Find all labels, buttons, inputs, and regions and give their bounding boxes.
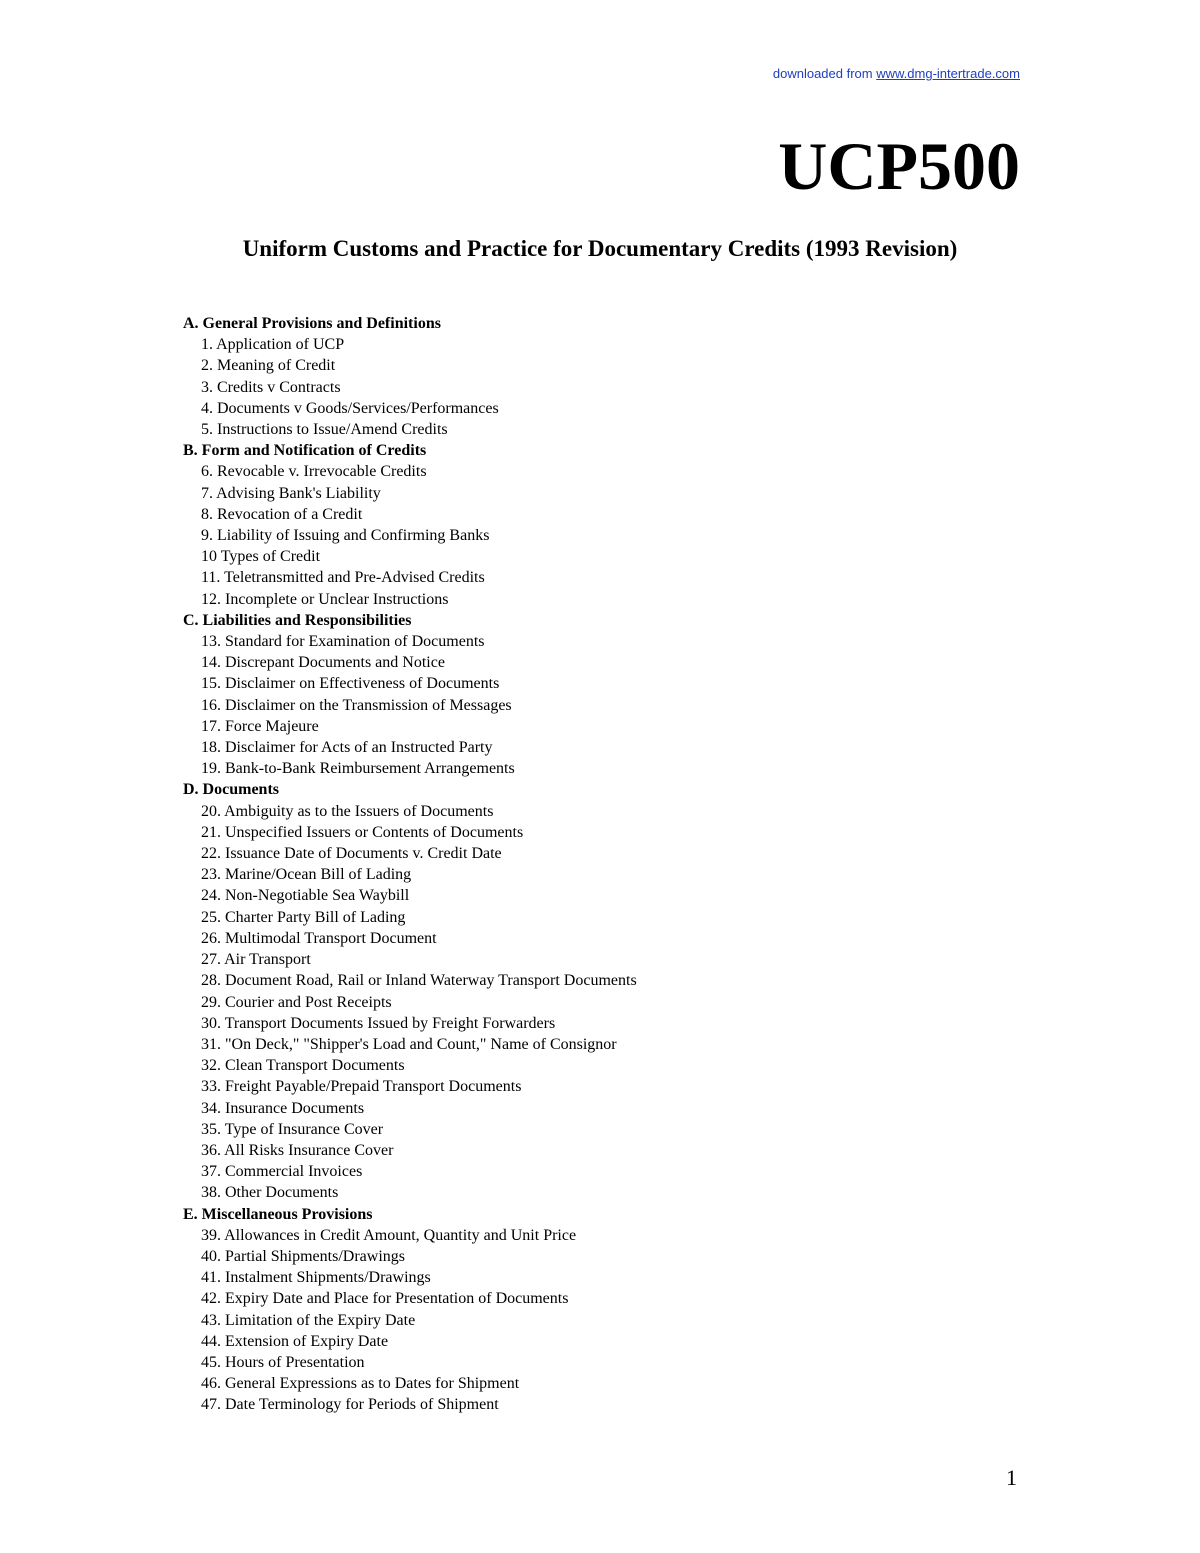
toc-item: 43. Limitation of the Expiry Date <box>201 1311 416 1329</box>
section-heading: A. General Provisions and Definitions <box>183 315 441 332</box>
toc-item: 19. Bank-to-Bank Reimbursement Arrangements <box>201 760 515 778</box>
toc-item: 20. Ambiguity as to the Issuers of Documents <box>201 802 494 820</box>
toc-item: 2. Meaning of Credit <box>201 357 336 375</box>
section-heading: D. Documents <box>183 781 279 799</box>
toc-item: 7. Advising Bank's Liability <box>201 484 381 502</box>
toc-item: 17. Force Majeure <box>201 717 319 735</box>
toc-item: 30. Transport Documents Issued by Freight Forwarders <box>201 1014 556 1032</box>
toc-item: 3. Credits v Contracts <box>201 378 341 396</box>
document-title: UCP500 <box>778 128 1020 204</box>
toc-item: 24. Non-Negotiable Sea Waybill <box>201 887 410 905</box>
toc-item: 23. Marine/Ocean Bill of Lading <box>201 866 412 884</box>
toc-item: 28. Document Road, Rail or Inland Waterway Transport Documents <box>201 972 637 990</box>
toc-item: 47. Date Terminology for Periods of Shipment <box>201 1396 499 1414</box>
download-prefix: downloaded from <box>772 66 877 81</box>
toc-item: 36. All Risks Insurance Cover <box>201 1141 394 1159</box>
section-heading: B. Form and Notification of Credits <box>183 442 427 460</box>
toc-item: 38. Other Documents <box>201 1184 339 1202</box>
toc-item: 21. Unspecified Issuers or Contents of Documents <box>201 823 524 841</box>
page-number: 1 <box>1006 1465 1017 1490</box>
toc-item: 4. Documents v Goods/Services/Performances <box>201 399 499 417</box>
toc-item: 42. Expiry Date and Place for Presentation of Documents <box>201 1290 569 1308</box>
toc-item: 34. Insurance Documents <box>201 1099 365 1117</box>
toc-item: 8. Revocation of a Credit <box>201 505 363 523</box>
toc-item: 29. Courier and Post Receipts <box>201 993 392 1011</box>
section-heading: E. Miscellaneous Provisions <box>183 1205 373 1223</box>
toc-item: 46. General Expressions as to Dates for Shipment <box>201 1375 520 1393</box>
toc-item: 40. Partial Shipments/Drawings <box>201 1247 405 1265</box>
toc-item: 15. Disclaimer on Effectiveness of Documents <box>201 675 500 693</box>
toc-item: 37. Commercial Invoices <box>201 1163 363 1181</box>
toc-item: 22. Issuance Date of Documents v. Credit Date <box>201 845 502 863</box>
toc-item: 18. Disclaimer for Acts of an Instructed Party <box>201 739 493 757</box>
toc-item: 39. Allowances in Credit Amount, Quantity and Unit Price <box>201 1226 577 1244</box>
toc-item: 45. Hours of Presentation <box>201 1353 365 1371</box>
toc-item: 33. Freight Payable/Prepaid Transport Documents <box>201 1078 522 1096</box>
toc-item: 11. Teletransmitted and Pre-Advised Credits <box>201 569 485 587</box>
toc-item: 26. Multimodal Transport Document <box>201 929 437 947</box>
toc-item: 35. Type of Insurance Cover <box>201 1120 384 1138</box>
toc-item: 12. Incomplete or Unclear Instructions <box>201 590 449 608</box>
toc-item: 31. "On Deck," "Shipper's Load and Count," Name of Consignor <box>201 1035 617 1053</box>
toc-item: 16. Disclaimer on the Transmission of Messages <box>201 696 512 714</box>
toc-item: 32. Clean Transport Documents <box>201 1057 405 1075</box>
section-heading: C. Liabilities and Responsibilities <box>183 611 412 629</box>
toc-item: 10 Types of Credit <box>201 548 321 566</box>
toc-item: 9. Liability of Issuing and Confirming Banks <box>201 527 490 545</box>
toc-item: 6. Revocable v. Irrevocable Credits <box>201 463 427 481</box>
toc-item: 5. Instructions to Issue/Amend Credits <box>201 421 448 439</box>
toc-item: 14. Discrepant Documents and Notice <box>201 654 445 672</box>
table-of-contents <box>183 313 637 1416</box>
toc-item: 25. Charter Party Bill of Lading <box>201 908 406 926</box>
toc-item: 13. Standard for Examination of Documents <box>201 633 485 651</box>
toc-item: 44. Extension of Expiry Date <box>201 1332 389 1350</box>
download-note <box>773 66 1020 81</box>
toc-item: 27. Air Transport <box>201 951 311 969</box>
download-link[interactable]: www.dmg-intertrade.com <box>876 66 1020 81</box>
document-subtitle: Uniform Customs and Practice for Documentary Credits (1993 Revision) <box>242 236 958 261</box>
toc-item: 1. Application of UCP <box>201 336 345 354</box>
toc-item: 41. Instalment Shipments/Drawings <box>201 1269 431 1287</box>
